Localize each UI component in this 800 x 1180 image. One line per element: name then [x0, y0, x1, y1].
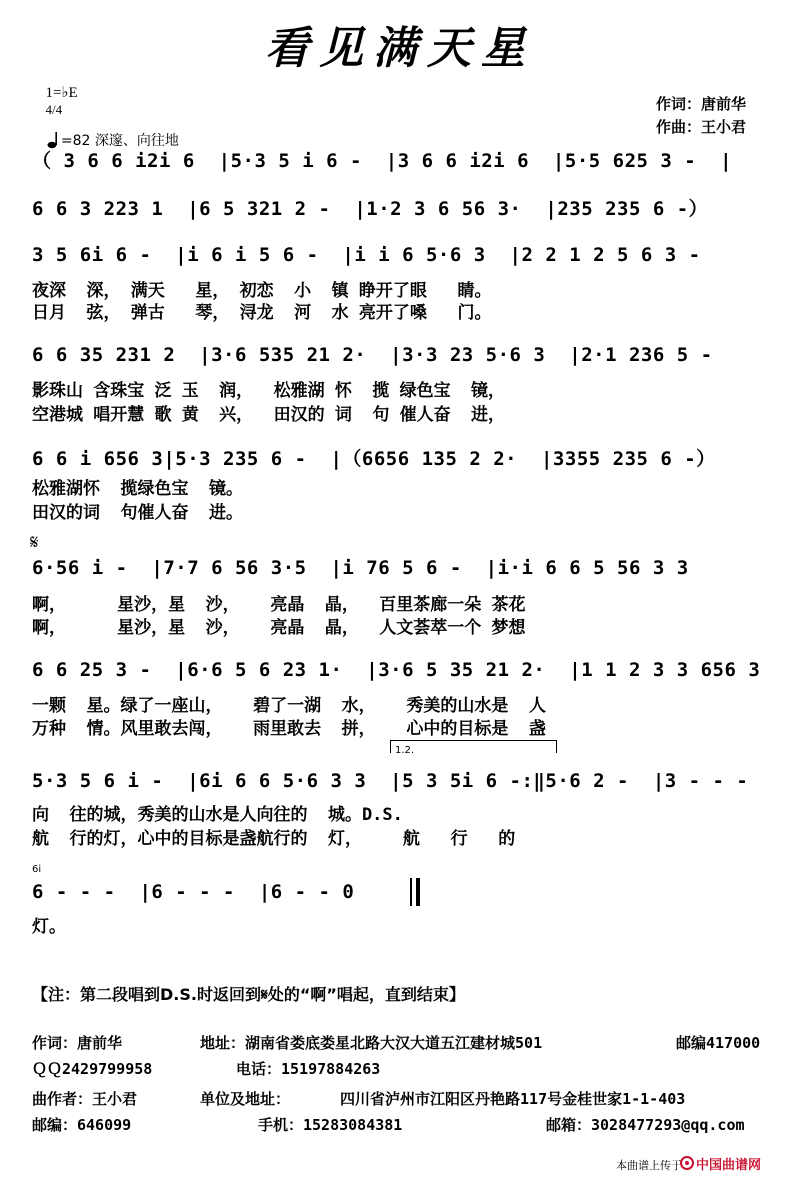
footer-composer-email: 邮箱：3028477293@qq.com	[546, 1116, 745, 1134]
footer-lyricist-name: 作词：唐前华	[32, 1034, 123, 1052]
footer-lyricist-phone: 电话：15197884263	[236, 1060, 381, 1078]
lyric-line-7a: 一颗 星。绿了一座山， 碧了一湖 水， 秀美的山水是 人	[32, 696, 546, 716]
key-signature	[38, 66, 78, 119]
lyric-line-6a: 啊， 星沙，星 沙， 亮晶 晶， 百里茶廊一朵 茶花	[32, 595, 526, 615]
notation-line-7: 6 6 25 3 - |6·6 5 6 23 1· |3·6 5 35 21 2· |1 1 2 3 3 656 3	[32, 659, 761, 681]
performance-note: 【注：第二段唱到D.S.时返回到𝄋处的“啊”唱起，直到结束】	[32, 985, 465, 1004]
lyric-line-3b: 日月 弦， 弹古 琴， 浔龙 河 水 亮开了嗓 门。	[32, 303, 492, 323]
footer-composer-address-label: 单位及地址：	[200, 1090, 291, 1108]
lyric-line-7b: 万种 情。风里敢去闯， 雨里敢去 拼， 心中的目标是 盏	[32, 719, 546, 739]
footer-lyricist-postcode: 邮编417000	[676, 1034, 761, 1052]
volta-label: 1.2.	[395, 745, 415, 756]
notation-line-1: （ 3 6 6 i2i 6 |5·3 5 i 6 - |3 6 6 i2i 6 |5·5 625 3 - |	[32, 150, 733, 172]
notation-line-5: 6 6 i 656 3|5·3 235 6 - |（6656 135 2 2· |3355 235 6 -）	[32, 448, 716, 470]
lyric-line-4a: 影珠山 含珠宝 泛 玉 润， 松雅湖 怀 揽 绿色宝 镜，	[32, 381, 506, 401]
footer-composer-postcode: 邮编：646099	[32, 1116, 132, 1134]
notation-line-3: 3 5 6i 6 - |i 6 i 5 6 - |i i 6 5·6 3 |2 2 1 2 5 6 3 -	[32, 244, 701, 266]
brand-logo-icon	[680, 1156, 694, 1170]
grace-note-marker: 6i	[32, 864, 42, 875]
composer-credit: 作曲：王小君	[656, 118, 747, 136]
key-label: 1=♭E	[45, 85, 78, 101]
song-title: 看见满天星	[265, 23, 535, 74]
lyric-line-9: 灯。	[32, 917, 66, 937]
lyric-line-3a: 夜深 深， 满天 星， 初恋 小 镇 睁开了眼 睛。	[32, 281, 492, 301]
footer-composer-name: 曲作者：王小君	[32, 1090, 138, 1108]
tempo-marking	[38, 114, 179, 150]
lyric-line-8b: 航 行的灯，心中的目标是盏航行的 灯， 航 行 的	[32, 829, 516, 849]
brand-name[interactable]: 中国曲谱网	[696, 1158, 762, 1173]
footer-lyricist-address: 地址：湖南省娄底娄星北路大汉大道五江建材城501	[200, 1034, 543, 1052]
footer-composer-address: 四川省泸州市江阳区丹艳路117号金桂世家1-1-403	[340, 1090, 686, 1108]
lyricist-credit: 作词：唐前华	[656, 95, 747, 113]
notation-line-8: 5·3 5 6 i - |6i 6 6 5·6 3 3 |5 3 5i 6 -:‖5·6 2 - |3 - - -	[32, 770, 749, 792]
upload-source-label: 本曲谱上传于	[616, 1159, 682, 1172]
lyric-line-8a: 向 往的城，秀美的山水是人向往的 城。D.S.	[32, 805, 403, 825]
lyric-line-5b: 田汉的词 句催人奋 进。	[32, 503, 243, 523]
footer-composer-mobile: 手机：15283084381	[258, 1116, 403, 1134]
tempo-text: =82 深邃、向往地	[60, 133, 179, 149]
segno-icon: 𝄋	[30, 530, 39, 554]
volta-bracket	[390, 740, 557, 753]
lyric-line-6b: 啊， 星沙，星 沙， 亮晶 晶， 人文荟萃一个 梦想	[32, 618, 526, 638]
notation-line-2: 6 6 3 223 1 |6 5 321 2 - |1·2 3 6 56 3· |235 235 6 -）	[32, 198, 709, 220]
notation-line-4: 6 6 35 231 2 |3·6 535 21 2· |3·3 23 5·6 3 |2·1 236 5 -	[32, 344, 713, 366]
lyric-line-4b: 空港城 唱开慧 歌 黄 兴， 田汉的 词 句 催人奋 进，	[32, 405, 506, 425]
notation-line-9: 6 - - - |6 - - - |6 - - 0	[32, 881, 355, 903]
notation-line-6: 6·56 i - |7·7 6 56 3·5 |i 76 5 6 - |i·i 6 6 5 56 3 3	[32, 557, 689, 579]
footer-lyricist-qq: ＱＱ2429799958	[32, 1060, 153, 1078]
final-barline	[410, 878, 420, 906]
lyric-line-5a: 松雅湖怀 揽绿色宝 镜。	[32, 479, 243, 499]
time-signature: 4/4	[45, 102, 63, 117]
